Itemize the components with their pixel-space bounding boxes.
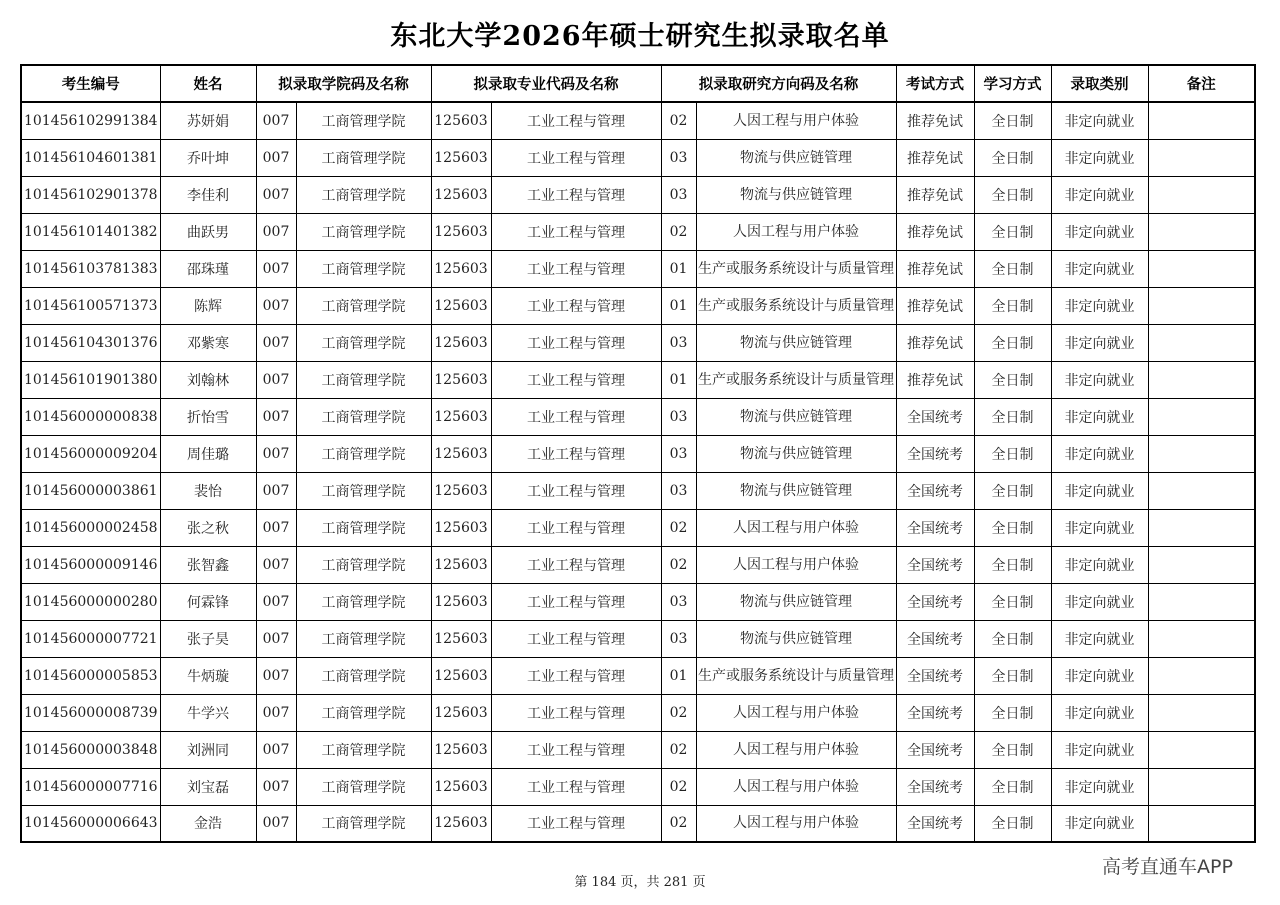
cell-name: 李佳利 <box>160 176 256 213</box>
cell-direction-code: 03 <box>661 139 696 176</box>
cell-college-code: 007 <box>256 213 296 250</box>
cell-major-name: 工业工程与管理 <box>491 213 661 250</box>
cell-category: 非定向就业 <box>1051 768 1148 805</box>
cell-exam-type: 全国统考 <box>896 509 974 546</box>
cell-study-mode: 全日制 <box>974 398 1051 435</box>
cell-college-code: 007 <box>256 361 296 398</box>
cell-direction-code: 03 <box>661 176 696 213</box>
cell-exam-id: 101456101401382 <box>21 213 160 250</box>
cell-exam-id: 101456102901378 <box>21 176 160 213</box>
table-row <box>21 546 1255 583</box>
cell-college-name: 工商管理学院 <box>296 287 431 324</box>
cell-category: 非定向就业 <box>1051 361 1148 398</box>
cell-exam-type: 推荐免试 <box>896 361 974 398</box>
cell-name: 折怡雪 <box>160 398 256 435</box>
cell-study-mode: 全日制 <box>974 694 1051 731</box>
cell-remark <box>1148 509 1255 546</box>
table-header-row <box>21 65 1255 102</box>
cell-category: 非定向就业 <box>1051 546 1148 583</box>
table-row <box>21 694 1255 731</box>
cell-major-code: 125603 <box>431 546 491 583</box>
cell-exam-type: 全国统考 <box>896 398 974 435</box>
table-row <box>21 324 1255 361</box>
cell-direction-code: 02 <box>661 213 696 250</box>
cell-major-code: 125603 <box>431 805 491 842</box>
cell-direction-name: 生产或服务系统设计与质量管理 <box>696 361 896 398</box>
cell-major-code: 125603 <box>431 139 491 176</box>
cell-college-code: 007 <box>256 583 296 620</box>
cell-exam-id: 101456000005853 <box>21 657 160 694</box>
cell-exam-type: 全国统考 <box>896 583 974 620</box>
cell-college-name: 工商管理学院 <box>296 213 431 250</box>
cell-exam-type: 全国统考 <box>896 472 974 509</box>
cell-remark <box>1148 731 1255 768</box>
cell-direction-name: 物流与供应链管理 <box>696 583 896 620</box>
cell-study-mode: 全日制 <box>974 768 1051 805</box>
cell-category: 非定向就业 <box>1051 435 1148 472</box>
cell-major-name: 工业工程与管理 <box>491 250 661 287</box>
cell-direction-name: 生产或服务系统设计与质量管理 <box>696 287 896 324</box>
cell-name: 刘洲同 <box>160 731 256 768</box>
cell-name: 乔叶坤 <box>160 139 256 176</box>
cell-exam-id: 101456101901380 <box>21 361 160 398</box>
cell-college-code: 007 <box>256 176 296 213</box>
cell-exam-type: 全国统考 <box>896 768 974 805</box>
cell-exam-id: 101456102991384 <box>21 102 160 139</box>
cell-remark <box>1148 176 1255 213</box>
cell-exam-type: 推荐免试 <box>896 324 974 361</box>
cell-college-name: 工商管理学院 <box>296 620 431 657</box>
cell-direction-name: 人因工程与用户体验 <box>696 213 896 250</box>
cell-direction-name: 物流与供应链管理 <box>696 139 896 176</box>
cell-remark <box>1148 324 1255 361</box>
cell-category: 非定向就业 <box>1051 213 1148 250</box>
cell-name: 牛学兴 <box>160 694 256 731</box>
cell-category: 非定向就业 <box>1051 287 1148 324</box>
cell-college-code: 007 <box>256 435 296 472</box>
table-row <box>21 805 1255 842</box>
cell-direction-name: 物流与供应链管理 <box>696 398 896 435</box>
cell-major-name: 工业工程与管理 <box>491 287 661 324</box>
cell-exam-type: 全国统考 <box>896 694 974 731</box>
cell-name: 张子昊 <box>160 620 256 657</box>
cell-major-code: 125603 <box>431 731 491 768</box>
cell-major-name: 工业工程与管理 <box>491 472 661 509</box>
cell-direction-name: 人因工程与用户体验 <box>696 102 896 139</box>
cell-remark <box>1148 620 1255 657</box>
cell-college-name: 工商管理学院 <box>296 361 431 398</box>
cell-college-name: 工商管理学院 <box>296 398 431 435</box>
cell-major-code: 125603 <box>431 361 491 398</box>
cell-major-code: 125603 <box>431 768 491 805</box>
cell-college-code: 007 <box>256 472 296 509</box>
cell-name: 张智鑫 <box>160 546 256 583</box>
page-title: 东北大学2026年硕士研究生拟录取名单 <box>390 21 890 52</box>
header-exam-id: 考生编号 <box>21 65 160 102</box>
cell-direction-name: 人因工程与用户体验 <box>696 731 896 768</box>
cell-exam-id: 101456000009204 <box>21 435 160 472</box>
cell-remark <box>1148 287 1255 324</box>
table-row <box>21 250 1255 287</box>
cell-category: 非定向就业 <box>1051 657 1148 694</box>
cell-category: 非定向就业 <box>1051 324 1148 361</box>
table-row <box>21 731 1255 768</box>
table-body <box>21 102 1255 842</box>
cell-college-code: 007 <box>256 694 296 731</box>
cell-major-code: 125603 <box>431 435 491 472</box>
cell-exam-id: 101456000009146 <box>21 546 160 583</box>
cell-direction-code: 02 <box>661 694 696 731</box>
cell-exam-type: 推荐免试 <box>896 250 974 287</box>
cell-name: 邵珠瑾 <box>160 250 256 287</box>
cell-category: 非定向就业 <box>1051 398 1148 435</box>
cell-direction-code: 02 <box>661 102 696 139</box>
cell-college-name: 工商管理学院 <box>296 546 431 583</box>
cell-remark <box>1148 768 1255 805</box>
cell-major-name: 工业工程与管理 <box>491 546 661 583</box>
cell-major-code: 125603 <box>431 657 491 694</box>
cell-direction-code: 03 <box>661 324 696 361</box>
cell-remark <box>1148 694 1255 731</box>
cell-college-code: 007 <box>256 398 296 435</box>
header-college: 拟录取学院码及名称 <box>256 65 431 102</box>
cell-remark <box>1148 805 1255 842</box>
cell-study-mode: 全日制 <box>974 287 1051 324</box>
cell-college-name: 工商管理学院 <box>296 176 431 213</box>
header-direction: 拟录取研究方向码及名称 <box>661 65 896 102</box>
cell-exam-id: 101456000007721 <box>21 620 160 657</box>
cell-name: 金浩 <box>160 805 256 842</box>
cell-major-code: 125603 <box>431 620 491 657</box>
cell-category: 非定向就业 <box>1051 731 1148 768</box>
header-name: 姓名 <box>160 65 256 102</box>
cell-study-mode: 全日制 <box>974 250 1051 287</box>
cell-name: 陈辉 <box>160 287 256 324</box>
header-exam-type: 考试方式 <box>896 65 974 102</box>
table-row <box>21 509 1255 546</box>
cell-exam-type: 全国统考 <box>896 657 974 694</box>
cell-major-name: 工业工程与管理 <box>491 324 661 361</box>
cell-study-mode: 全日制 <box>974 102 1051 139</box>
cell-exam-id: 101456000007716 <box>21 768 160 805</box>
table-row <box>21 620 1255 657</box>
table-row <box>21 139 1255 176</box>
cell-major-name: 工业工程与管理 <box>491 176 661 213</box>
cell-remark <box>1148 472 1255 509</box>
cell-category: 非定向就业 <box>1051 472 1148 509</box>
cell-study-mode: 全日制 <box>974 546 1051 583</box>
cell-category: 非定向就业 <box>1051 583 1148 620</box>
cell-exam-id: 101456000000838 <box>21 398 160 435</box>
cell-direction-code: 02 <box>661 768 696 805</box>
cell-study-mode: 全日制 <box>974 620 1051 657</box>
cell-major-code: 125603 <box>431 102 491 139</box>
cell-major-code: 125603 <box>431 287 491 324</box>
cell-major-code: 125603 <box>431 472 491 509</box>
cell-college-code: 007 <box>256 546 296 583</box>
cell-major-name: 工业工程与管理 <box>491 657 661 694</box>
table-row <box>21 287 1255 324</box>
table-row <box>21 435 1255 472</box>
cell-exam-type: 推荐免试 <box>896 287 974 324</box>
cell-remark <box>1148 398 1255 435</box>
cell-direction-code: 03 <box>661 583 696 620</box>
cell-remark <box>1148 657 1255 694</box>
cell-study-mode: 全日制 <box>974 139 1051 176</box>
cell-study-mode: 全日制 <box>974 731 1051 768</box>
cell-name: 刘翰林 <box>160 361 256 398</box>
cell-study-mode: 全日制 <box>974 176 1051 213</box>
cell-study-mode: 全日制 <box>974 213 1051 250</box>
cell-remark <box>1148 361 1255 398</box>
cell-direction-name: 生产或服务系统设计与质量管理 <box>696 250 896 287</box>
cell-exam-id: 101456103781383 <box>21 250 160 287</box>
cell-category: 非定向就业 <box>1051 509 1148 546</box>
cell-direction-code: 02 <box>661 509 696 546</box>
cell-college-code: 007 <box>256 287 296 324</box>
cell-college-code: 007 <box>256 805 296 842</box>
cell-direction-name: 物流与供应链管理 <box>696 435 896 472</box>
cell-major-name: 工业工程与管理 <box>491 694 661 731</box>
cell-exam-id: 101456000006643 <box>21 805 160 842</box>
cell-category: 非定向就业 <box>1051 805 1148 842</box>
table-row <box>21 472 1255 509</box>
cell-exam-type: 推荐免试 <box>896 102 974 139</box>
table-row <box>21 102 1255 139</box>
cell-remark <box>1148 583 1255 620</box>
table-row <box>21 176 1255 213</box>
cell-study-mode: 全日制 <box>974 472 1051 509</box>
cell-college-name: 工商管理学院 <box>296 694 431 731</box>
cell-direction-code: 02 <box>661 805 696 842</box>
cell-direction-name: 物流与供应链管理 <box>696 176 896 213</box>
cell-name: 裴怡 <box>160 472 256 509</box>
cell-exam-type: 全国统考 <box>896 620 974 657</box>
cell-major-name: 工业工程与管理 <box>491 435 661 472</box>
cell-major-name: 工业工程与管理 <box>491 139 661 176</box>
cell-major-code: 125603 <box>431 509 491 546</box>
cell-college-code: 007 <box>256 102 296 139</box>
table-row <box>21 213 1255 250</box>
cell-category: 非定向就业 <box>1051 694 1148 731</box>
cell-study-mode: 全日制 <box>974 361 1051 398</box>
cell-remark <box>1148 546 1255 583</box>
header-major: 拟录取专业代码及名称 <box>431 65 661 102</box>
table-row <box>21 657 1255 694</box>
cell-college-name: 工商管理学院 <box>296 768 431 805</box>
cell-college-code: 007 <box>256 768 296 805</box>
cell-direction-name: 物流与供应链管理 <box>696 324 896 361</box>
cell-direction-name: 物流与供应链管理 <box>696 472 896 509</box>
cell-college-name: 工商管理学院 <box>296 324 431 361</box>
cell-college-name: 工商管理学院 <box>296 583 431 620</box>
cell-college-name: 工商管理学院 <box>296 805 431 842</box>
cell-college-code: 007 <box>256 139 296 176</box>
cell-name: 牛炳璇 <box>160 657 256 694</box>
cell-exam-type: 全国统考 <box>896 731 974 768</box>
cell-direction-name: 人因工程与用户体验 <box>696 805 896 842</box>
cell-exam-type: 推荐免试 <box>896 176 974 213</box>
cell-name: 周佳璐 <box>160 435 256 472</box>
cell-major-code: 125603 <box>431 213 491 250</box>
cell-remark <box>1148 435 1255 472</box>
table-row <box>21 398 1255 435</box>
cell-direction-code: 03 <box>661 472 696 509</box>
cell-major-code: 125603 <box>431 398 491 435</box>
watermark: 高考直通车APP <box>1102 856 1233 878</box>
cell-major-code: 125603 <box>431 324 491 361</box>
cell-remark <box>1148 250 1255 287</box>
cell-exam-id: 101456100571373 <box>21 287 160 324</box>
cell-college-code: 007 <box>256 250 296 287</box>
cell-direction-code: 03 <box>661 398 696 435</box>
cell-direction-code: 03 <box>661 620 696 657</box>
cell-exam-type: 全国统考 <box>896 805 974 842</box>
cell-exam-id: 101456000000280 <box>21 583 160 620</box>
cell-direction-name: 人因工程与用户体验 <box>696 546 896 583</box>
cell-study-mode: 全日制 <box>974 583 1051 620</box>
cell-college-code: 007 <box>256 657 296 694</box>
cell-major-name: 工业工程与管理 <box>491 398 661 435</box>
cell-direction-code: 01 <box>661 657 696 694</box>
header-category: 录取类别 <box>1051 65 1148 102</box>
cell-exam-type: 全国统考 <box>896 435 974 472</box>
cell-college-code: 007 <box>256 620 296 657</box>
cell-direction-code: 01 <box>661 287 696 324</box>
cell-category: 非定向就业 <box>1051 620 1148 657</box>
cell-exam-type: 推荐免试 <box>896 139 974 176</box>
cell-college-name: 工商管理学院 <box>296 509 431 546</box>
cell-remark <box>1148 213 1255 250</box>
cell-direction-name: 人因工程与用户体验 <box>696 768 896 805</box>
cell-major-name: 工业工程与管理 <box>491 102 661 139</box>
cell-major-code: 125603 <box>431 694 491 731</box>
cell-study-mode: 全日制 <box>974 657 1051 694</box>
cell-study-mode: 全日制 <box>974 805 1051 842</box>
cell-major-name: 工业工程与管理 <box>491 731 661 768</box>
cell-name: 曲跃男 <box>160 213 256 250</box>
cell-exam-id: 101456000003861 <box>21 472 160 509</box>
table-row <box>21 768 1255 805</box>
cell-direction-code: 01 <box>661 361 696 398</box>
table-row <box>21 361 1255 398</box>
header-remark: 备注 <box>1148 65 1255 102</box>
header-study-mode: 学习方式 <box>974 65 1051 102</box>
admission-table <box>20 64 1256 843</box>
cell-remark <box>1148 139 1255 176</box>
cell-category: 非定向就业 <box>1051 176 1148 213</box>
cell-college-name: 工商管理学院 <box>296 139 431 176</box>
cell-exam-type: 全国统考 <box>896 546 974 583</box>
cell-exam-type: 推荐免试 <box>896 213 974 250</box>
cell-direction-code: 02 <box>661 546 696 583</box>
cell-exam-id: 101456104601381 <box>21 139 160 176</box>
cell-college-code: 007 <box>256 509 296 546</box>
cell-name: 刘宝磊 <box>160 768 256 805</box>
cell-college-code: 007 <box>256 324 296 361</box>
cell-exam-id: 101456000003848 <box>21 731 160 768</box>
cell-direction-code: 02 <box>661 731 696 768</box>
cell-exam-id: 101456000002458 <box>21 509 160 546</box>
page-number: 第 184 页，共 281 页 <box>574 875 706 890</box>
cell-name: 邓紫寒 <box>160 324 256 361</box>
cell-major-name: 工业工程与管理 <box>491 768 661 805</box>
cell-major-name: 工业工程与管理 <box>491 361 661 398</box>
cell-college-name: 工商管理学院 <box>296 250 431 287</box>
cell-category: 非定向就业 <box>1051 250 1148 287</box>
cell-college-name: 工商管理学院 <box>296 472 431 509</box>
cell-name: 苏妍娟 <box>160 102 256 139</box>
cell-direction-name: 生产或服务系统设计与质量管理 <box>696 657 896 694</box>
cell-college-name: 工商管理学院 <box>296 731 431 768</box>
cell-direction-name: 人因工程与用户体验 <box>696 509 896 546</box>
cell-category: 非定向就业 <box>1051 139 1148 176</box>
cell-name: 张之秋 <box>160 509 256 546</box>
cell-major-code: 125603 <box>431 583 491 620</box>
cell-remark <box>1148 102 1255 139</box>
table-row <box>21 583 1255 620</box>
cell-college-name: 工商管理学院 <box>296 657 431 694</box>
cell-study-mode: 全日制 <box>974 435 1051 472</box>
cell-college-name: 工商管理学院 <box>296 435 431 472</box>
cell-direction-code: 01 <box>661 250 696 287</box>
cell-direction-code: 03 <box>661 435 696 472</box>
cell-college-code: 007 <box>256 731 296 768</box>
cell-major-name: 工业工程与管理 <box>491 805 661 842</box>
cell-study-mode: 全日制 <box>974 509 1051 546</box>
cell-direction-name: 人因工程与用户体验 <box>696 694 896 731</box>
cell-exam-id: 101456000008739 <box>21 694 160 731</box>
cell-exam-id: 101456104301376 <box>21 324 160 361</box>
cell-major-code: 125603 <box>431 250 491 287</box>
cell-major-name: 工业工程与管理 <box>491 583 661 620</box>
cell-category: 非定向就业 <box>1051 102 1148 139</box>
cell-direction-name: 物流与供应链管理 <box>696 620 896 657</box>
cell-major-code: 125603 <box>431 176 491 213</box>
cell-major-name: 工业工程与管理 <box>491 620 661 657</box>
cell-study-mode: 全日制 <box>974 324 1051 361</box>
cell-college-name: 工商管理学院 <box>296 102 431 139</box>
cell-name: 何霖锋 <box>160 583 256 620</box>
cell-major-name: 工业工程与管理 <box>491 509 661 546</box>
